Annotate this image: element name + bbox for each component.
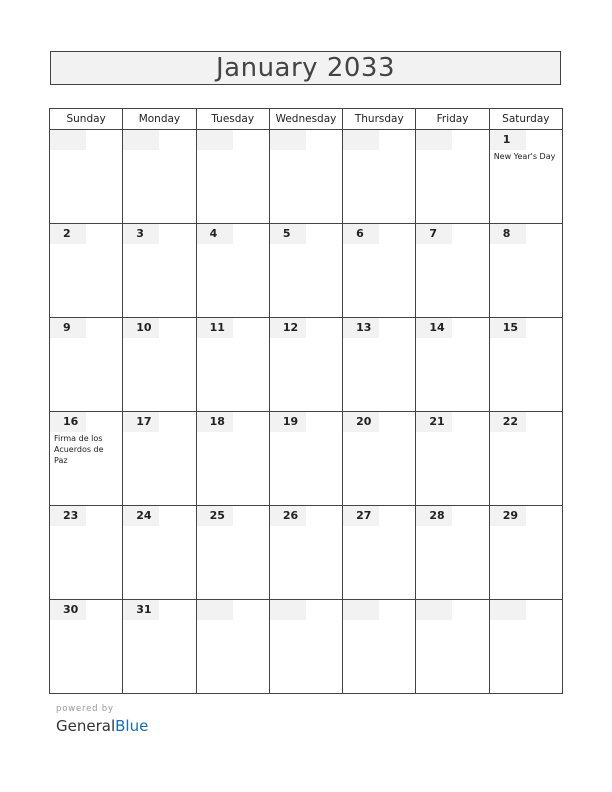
day-number: 10 <box>123 318 159 338</box>
day-cell[interactable] <box>489 318 562 412</box>
day-number: 2 <box>50 224 86 244</box>
day-number: 6 <box>343 224 379 244</box>
day-number: 20 <box>343 412 379 432</box>
day-cell[interactable] <box>123 130 196 224</box>
day-number: 3 <box>123 224 159 244</box>
week-row <box>50 412 563 506</box>
day-cell[interactable] <box>489 224 562 318</box>
day-cell[interactable] <box>123 224 196 318</box>
day-number: 29 <box>490 506 526 526</box>
day-number: 14 <box>416 318 452 338</box>
week-row <box>50 130 563 224</box>
day-cell[interactable] <box>269 600 342 694</box>
weekday-header: Saturday <box>489 109 562 130</box>
day-number: 17 <box>123 412 159 432</box>
day-cell[interactable] <box>489 600 562 694</box>
day-number: 21 <box>416 412 452 432</box>
brand-footer <box>56 704 148 736</box>
day-cell[interactable] <box>269 130 342 224</box>
day-number <box>123 130 159 150</box>
day-cell[interactable] <box>123 412 196 506</box>
calendar-body <box>50 130 563 694</box>
day-cell[interactable] <box>489 130 562 224</box>
brand-logo[interactable] <box>56 716 148 736</box>
weekday-header: Friday <box>416 109 489 130</box>
day-cell[interactable] <box>489 506 562 600</box>
day-number: 7 <box>416 224 452 244</box>
day-cell[interactable] <box>343 318 416 412</box>
day-number: 31 <box>123 600 159 620</box>
weekday-header-row <box>50 109 563 130</box>
day-number <box>490 600 526 620</box>
day-cell[interactable] <box>196 224 269 318</box>
weekday-header: Monday <box>123 109 196 130</box>
day-cell[interactable] <box>196 506 269 600</box>
day-cell[interactable] <box>196 130 269 224</box>
month-title-box <box>50 51 561 85</box>
day-number: 4 <box>197 224 233 244</box>
weekday-header: Sunday <box>50 109 123 130</box>
day-number <box>270 130 306 150</box>
day-number: 12 <box>270 318 306 338</box>
day-number: 1 <box>490 130 526 150</box>
day-cell[interactable] <box>269 412 342 506</box>
day-number: 16 <box>50 412 86 432</box>
day-cell[interactable] <box>50 412 123 506</box>
day-number: 18 <box>197 412 233 432</box>
week-row <box>50 600 563 694</box>
month-title: January 2033 <box>216 53 395 83</box>
day-cell[interactable] <box>50 600 123 694</box>
day-cell[interactable] <box>343 600 416 694</box>
day-number: 8 <box>490 224 526 244</box>
day-cell[interactable] <box>343 130 416 224</box>
day-cell[interactable] <box>123 506 196 600</box>
powered-by-text: powered by <box>56 704 114 714</box>
day-cell[interactable] <box>123 318 196 412</box>
day-cell[interactable] <box>343 506 416 600</box>
day-cell[interactable] <box>50 318 123 412</box>
day-cell[interactable] <box>343 412 416 506</box>
day-cell[interactable] <box>196 318 269 412</box>
day-cell[interactable] <box>416 600 489 694</box>
day-cell[interactable] <box>196 600 269 694</box>
day-number <box>343 600 379 620</box>
day-cell[interactable] <box>269 224 342 318</box>
day-number: 30 <box>50 600 86 620</box>
day-cell[interactable] <box>416 318 489 412</box>
day-number: 28 <box>416 506 452 526</box>
weekday-header: Thursday <box>343 109 416 130</box>
day-number <box>50 130 86 150</box>
day-cell[interactable] <box>416 224 489 318</box>
day-number: 15 <box>490 318 526 338</box>
day-number: 24 <box>123 506 159 526</box>
day-number: 9 <box>50 318 86 338</box>
day-number <box>343 130 379 150</box>
brand-blue-text: Blue <box>115 717 149 735</box>
day-cell[interactable] <box>416 412 489 506</box>
weekday-header: Wednesday <box>269 109 342 130</box>
day-cell[interactable] <box>50 130 123 224</box>
day-number: 27 <box>343 506 379 526</box>
holiday-label: New Year's Day <box>493 152 556 161</box>
calendar-grid <box>49 108 563 694</box>
day-cell[interactable] <box>343 224 416 318</box>
day-number: 26 <box>270 506 306 526</box>
week-row <box>50 224 563 318</box>
day-cell[interactable] <box>50 224 123 318</box>
day-number: 5 <box>270 224 306 244</box>
day-cell[interactable] <box>269 506 342 600</box>
day-number: 11 <box>197 318 233 338</box>
weekday-header: Tuesday <box>196 109 269 130</box>
day-number: 23 <box>50 506 86 526</box>
day-cell[interactable] <box>416 130 489 224</box>
day-cell[interactable] <box>50 506 123 600</box>
day-number: 13 <box>343 318 379 338</box>
week-row <box>50 318 563 412</box>
day-number <box>270 600 306 620</box>
day-number: 25 <box>197 506 233 526</box>
day-cell[interactable] <box>489 412 562 506</box>
day-cell[interactable] <box>416 506 489 600</box>
day-cell[interactable] <box>123 600 196 694</box>
day-cell[interactable] <box>269 318 342 412</box>
day-number <box>416 600 452 620</box>
day-number: 22 <box>490 412 526 432</box>
week-row <box>50 506 563 600</box>
holiday-label: Firma de los Acuerdos de Paz <box>54 434 104 465</box>
day-number <box>197 600 233 620</box>
day-number <box>197 130 233 150</box>
day-number <box>416 130 452 150</box>
day-cell[interactable] <box>196 412 269 506</box>
day-number: 19 <box>270 412 306 432</box>
brand-general-text: General <box>56 717 116 735</box>
